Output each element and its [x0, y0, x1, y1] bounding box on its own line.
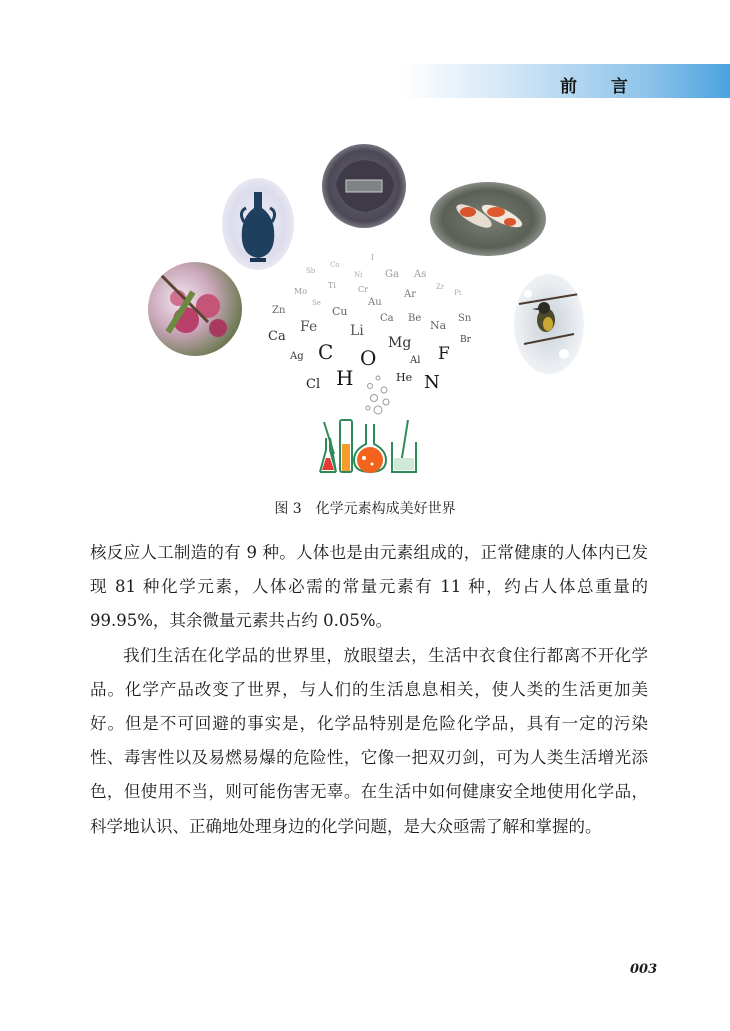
element-symbol: I: [371, 253, 375, 262]
element-symbol: Cl: [306, 377, 321, 392]
element-symbol: Au: [368, 297, 382, 308]
rock-photo: [322, 144, 406, 228]
bird-photo: [514, 274, 584, 374]
element-symbol: Ni: [354, 271, 363, 279]
element-symbol: Li: [350, 323, 364, 339]
figure-caption-text: 化学元素构成美好世界: [315, 501, 456, 517]
chapter-title: 前 言: [560, 77, 642, 97]
element-symbol: Co: [330, 261, 340, 269]
plum-photo: [148, 262, 242, 356]
paragraph: 我们生活在化学品的世界里，放眼望去，生活中衣食住行都离不开化学品。化学产品改变了世界，与人们的生活息息相关，使人类的生活更加美好。但是不可回避的事实是，化学品特别是危险化学品，具有一定的污染性、毒害性以及易燃易爆的危险性，它像一把双刃剑，可为人类生活增光添色，但使用不当，则可能伤害无辜。在生活中如何健康安全地使用化学品，科学地认识、正确地处理身边的化学问题，是大众亟需了解和掌握的。: [90, 645, 648, 836]
element-symbol: Ca: [268, 329, 286, 344]
figure-chemical-elements: [130, 138, 600, 483]
element-symbol: O: [360, 346, 377, 370]
element-symbol: Sn: [458, 313, 472, 324]
element-symbol: Ca: [380, 313, 394, 324]
element-symbol: Cu: [332, 305, 348, 318]
element-symbol: Fe: [300, 319, 318, 335]
element-symbol: Br: [460, 335, 471, 345]
figure-number: 图 3: [274, 501, 302, 517]
element-symbol: Mg: [388, 335, 412, 351]
element-symbol: H: [336, 366, 354, 390]
body-text: [90, 536, 648, 844]
element-symbol: C: [318, 340, 334, 364]
element-symbol: Zn: [272, 305, 286, 316]
element-symbol: F: [438, 344, 450, 364]
element-symbol: Al: [410, 355, 421, 366]
koi-fish-photo: [430, 182, 546, 256]
element-symbol: Mo: [294, 287, 308, 296]
element-symbol: Zr: [436, 283, 445, 291]
element-symbol: He: [396, 371, 413, 384]
element-symbol: Be: [408, 313, 422, 324]
lab-glassware-icon: [312, 414, 432, 476]
figure-caption: [0, 498, 730, 518]
element-symbol: Sb: [306, 267, 316, 275]
element-symbol: Cr: [358, 285, 368, 294]
element-symbol: Ti: [328, 281, 336, 290]
element-symbol: Ag: [290, 351, 304, 362]
paragraph: 核反应人工制造的有 9 种。人体也是由元素组成的，正常健康的人体内已发现 81 种化学元素，人体必需的常量元素有 11 种，约占人体总重量的 99.95%，其余微量元素共占约 0.05%。: [90, 543, 648, 631]
element-symbol: Pt: [454, 289, 462, 297]
element-symbol: As: [414, 269, 427, 280]
element-symbol: Na: [430, 319, 447, 332]
element-symbol: Se: [312, 299, 321, 307]
element-symbol: N: [424, 372, 440, 393]
vase-photo: [222, 178, 294, 270]
page-number: 003: [630, 962, 658, 977]
element-symbol: Ar: [404, 289, 417, 300]
element-symbol: Ga: [385, 269, 399, 280]
